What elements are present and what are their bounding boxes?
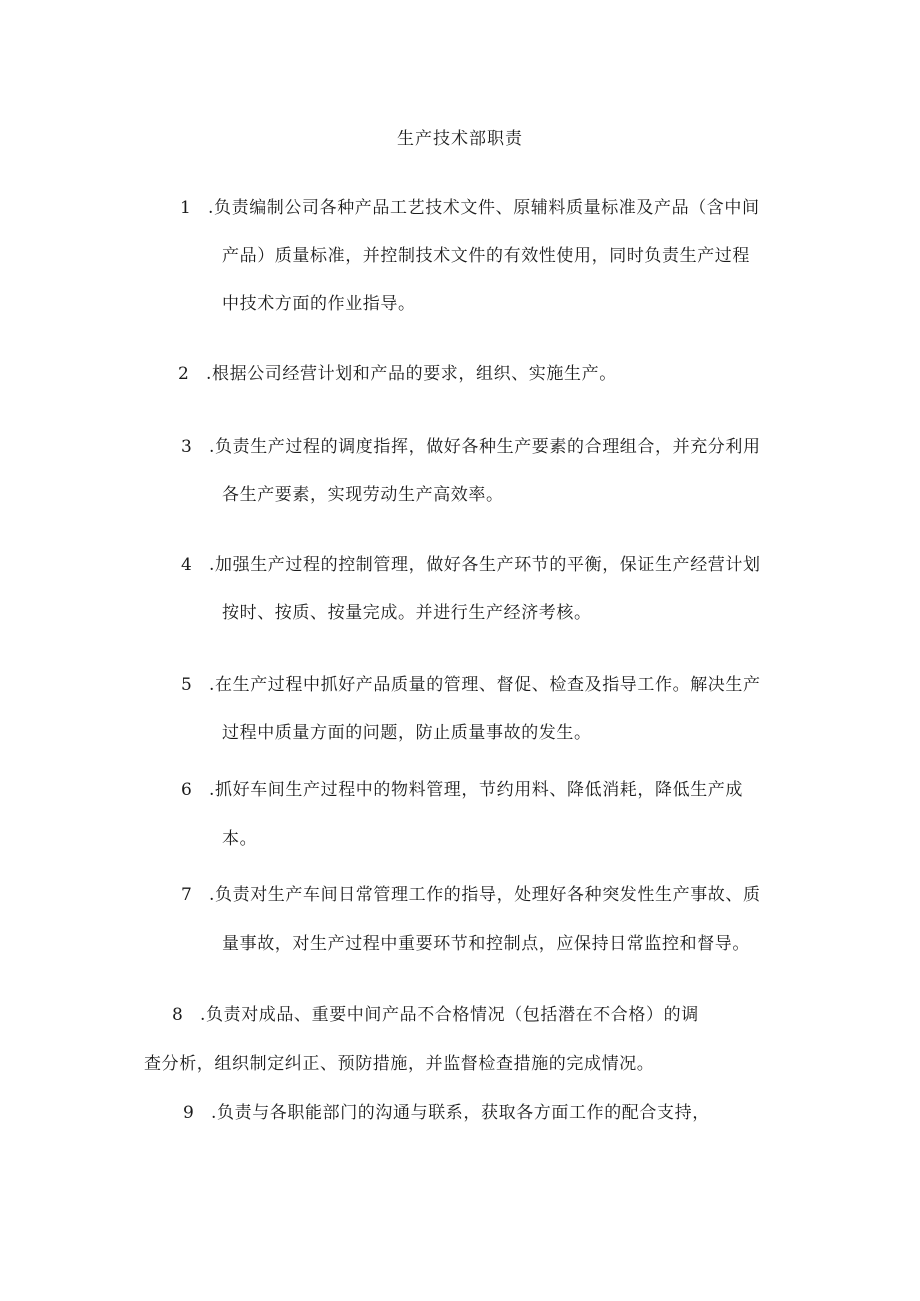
- item-number: 7: [181, 885, 193, 905]
- item-number: 3: [181, 437, 193, 457]
- list-item-3: [181, 432, 761, 457]
- item-text: .在生产过程中抓好产品质量的管理、督促、检查及指导工作。解决生产: [209, 675, 761, 695]
- item-4-continuation: 按时、按质、按量完成。并进行生产经济考核。: [222, 603, 592, 623]
- list-item-4: [181, 550, 761, 575]
- item-1-continuation: 产品）质量标准，并控制技术文件的有效性使用，同时负责生产过程: [222, 246, 750, 266]
- item-1-continuation: 中技术方面的作业指导。: [222, 294, 416, 314]
- item-text: .负责与各职能部门的沟通与联系，获取各方面工作的配合支持，: [211, 1103, 710, 1123]
- list-item-6: [181, 775, 743, 800]
- item-number: 8: [172, 1005, 184, 1025]
- list-item-9: [183, 1098, 710, 1123]
- list-item-2: [178, 359, 617, 384]
- item-text: .抓好车间生产过程中的物料管理，节约用料、降低消耗，降低生产成: [209, 780, 744, 800]
- item-number: 6: [181, 780, 193, 800]
- item-3-continuation: 各生产要素，实现劳动生产高效率。: [222, 485, 504, 505]
- item-number: 5: [181, 675, 193, 695]
- page-title: 生产技术部职责: [397, 129, 523, 149]
- item-number: 1: [180, 198, 192, 218]
- item-text: .负责生产过程的调度指挥，做好各种生产要素的合理组合，并充分利用: [209, 437, 761, 457]
- item-5-continuation: 过程中质量方面的问题，防止质量事故的发生。: [222, 723, 592, 743]
- item-number: 9: [183, 1103, 195, 1123]
- item-7-continuation: 量事故，对生产过程中重要环节和控制点，应保持日常监控和督导。: [222, 934, 750, 954]
- item-8-continuation: 查分析，组织制定纠正、预防措施，并监督检查措施的完成情况。: [144, 1054, 655, 1074]
- list-item-7: [181, 880, 761, 905]
- list-item-1: [180, 193, 760, 218]
- item-number: 4: [181, 555, 193, 575]
- item-text: .负责对成品、重要中间产品不合格情况（包括潜在不合格）的调: [200, 1005, 699, 1025]
- item-text: .根据公司经营计划和产品的要求，组织、实施生产。: [206, 364, 617, 384]
- list-item-5: [181, 670, 761, 695]
- item-text: .负责对生产车间日常管理工作的指导，处理好各种突发性生产事故、质: [209, 885, 761, 905]
- list-item-8: [172, 1000, 699, 1025]
- item-text: .加强生产过程的控制管理，做好各生产环节的平衡，保证生产经营计划: [209, 555, 761, 575]
- item-6-continuation: 本。: [222, 829, 258, 849]
- item-number: 2: [178, 364, 190, 384]
- item-text: .负责编制公司各种产品工艺技术文件、原辅料质量标准及产品（含中间: [208, 198, 760, 218]
